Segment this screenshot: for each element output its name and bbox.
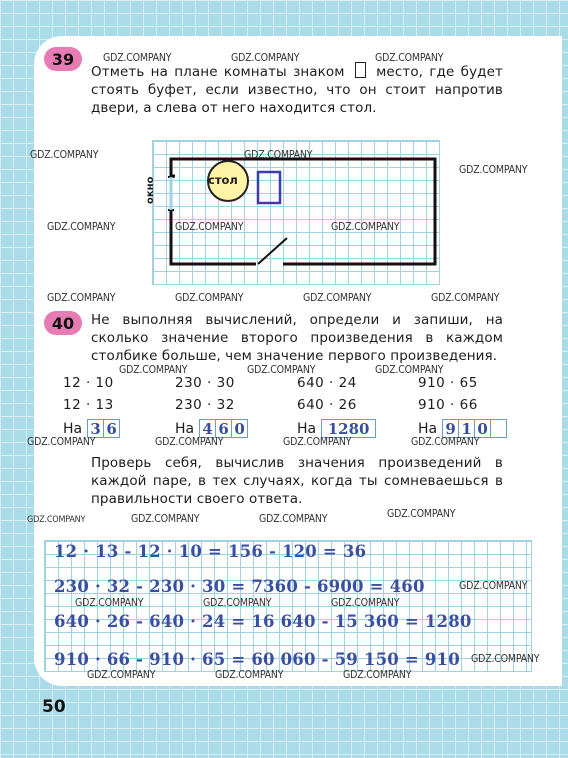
watermark: GDZ.COMPANY [231, 52, 300, 64]
window-label: окно [145, 176, 156, 204]
watermark: GDZ.COMPANY [343, 669, 412, 681]
table-label: стол [208, 173, 238, 187]
watermark: GDZ.COMPANY [331, 221, 400, 233]
watermark: GDZ.COMPANY [303, 292, 372, 304]
column-3-top: 640 · 24 [297, 375, 357, 391]
watermark: GDZ.COMPANY [30, 149, 99, 161]
check-instructions: Проверь себя, вычислив значения произведений в каждой паре, в тех случаях, когда ты сомневаешься в правильности своего ответа. [91, 455, 503, 507]
column-4-top: 910 · 65 [418, 375, 478, 391]
watermark: GDZ.COMPANY [87, 669, 156, 681]
watermark: GDZ.COMPANY [203, 597, 272, 609]
column-2-bottom: 230 · 32 [175, 397, 235, 413]
answer-cell[interactable]: 1280 [321, 419, 376, 438]
column-3-bottom: 640 · 26 [297, 397, 357, 413]
task-40-number: 40 [44, 311, 82, 335]
answer-cell[interactable]: 3 [87, 419, 104, 438]
answer-cell[interactable] [490, 419, 507, 438]
watermark: GDZ.COMPANY [244, 149, 313, 161]
solution-line-1: 12 · 13 - 12 · 10 = 156 - 120 = 36 [54, 542, 367, 561]
answer-cell[interactable]: 1 [458, 419, 475, 438]
watermark: GDZ.COMPANY [131, 513, 200, 525]
watermark: GDZ.COMPANY [27, 515, 86, 525]
watermark: GDZ.COMPANY [247, 364, 316, 376]
answer-prefix: На [175, 420, 195, 437]
buffet-marker-icon [258, 172, 280, 203]
watermark: GDZ.COMPANY [375, 52, 444, 64]
answer-cell[interactable]: 6 [215, 419, 232, 438]
room-wall-bottom-left [171, 211, 256, 264]
task-39-number: 39 [44, 47, 82, 71]
watermark: GDZ.COMPANY [47, 292, 116, 304]
watermark: GDZ.COMPANY [27, 436, 96, 448]
watermark: GDZ.COMPANY [375, 364, 444, 376]
task-40-text: Не выполняя вычислений, определи и запиши, на сколько значение второго произведения в каждом столбике больше, чем значение первого произведения. [91, 312, 503, 364]
answer-prefix: На [297, 420, 317, 437]
watermark: GDZ.COMPANY [175, 292, 244, 304]
answer-prefix: На [63, 420, 83, 437]
column-1-top: 12 · 10 [63, 375, 114, 391]
task-39-text [91, 62, 503, 117]
watermark: GDZ.COMPANY [283, 436, 352, 448]
solution-line-3: 640 · 26 - 640 · 24 = 16 640 - 15 360 = 1280 [54, 612, 472, 631]
room-plan-drawing [153, 141, 439, 284]
watermark: GDZ.COMPANY [459, 164, 528, 176]
watermark: GDZ.COMPANY [459, 580, 528, 592]
answer-prefix: На [418, 420, 438, 437]
watermark: GDZ.COMPANY [331, 597, 400, 609]
answer-cell[interactable]: 6 [103, 419, 120, 438]
room-plan [145, 140, 440, 285]
buffet-sign-icon [355, 62, 366, 78]
page-number: 50 [42, 697, 66, 717]
watermark: GDZ.COMPANY [471, 653, 540, 665]
watermark: GDZ.COMPANY [431, 292, 500, 304]
task-39-text-start: Отметь на плане комнаты знаком [91, 64, 345, 80]
watermark: GDZ.COMPANY [411, 436, 480, 448]
watermark: GDZ.COMPANY [387, 508, 456, 520]
column-4-bottom: 910 · 66 [418, 397, 478, 413]
answer-cell[interactable]: 0 [474, 419, 491, 438]
watermark: GDZ.COMPANY [155, 436, 224, 448]
watermark: GDZ.COMPANY [75, 597, 144, 609]
column-1-bottom: 12 · 13 [63, 397, 114, 413]
solution-line-2: 230 · 32 - 230 · 30 = 7360 - 6900 = 460 [54, 577, 425, 596]
watermark: GDZ.COMPANY [259, 513, 328, 525]
watermark: GDZ.COMPANY [119, 364, 188, 376]
watermark: GDZ.COMPANY [175, 221, 244, 233]
door-icon [258, 238, 287, 264]
watermark: GDZ.COMPANY [103, 52, 172, 64]
watermark: GDZ.COMPANY [47, 221, 116, 233]
answer-cell[interactable]: 9 [442, 419, 459, 438]
column-2-top: 230 · 30 [175, 375, 235, 391]
watermark: GDZ.COMPANY [215, 669, 284, 681]
task-39-text-end: место, где будет стоять буфет, если известно, что он стоит напротив двери, а слева от него находится стол. [91, 64, 503, 116]
answer-cell[interactable]: 0 [231, 419, 248, 438]
answer-cell[interactable]: 4 [199, 419, 216, 438]
solution-line-4: 910 · 66 - 910 · 65 = 60 060 - 59 150 = 910 [54, 650, 460, 669]
